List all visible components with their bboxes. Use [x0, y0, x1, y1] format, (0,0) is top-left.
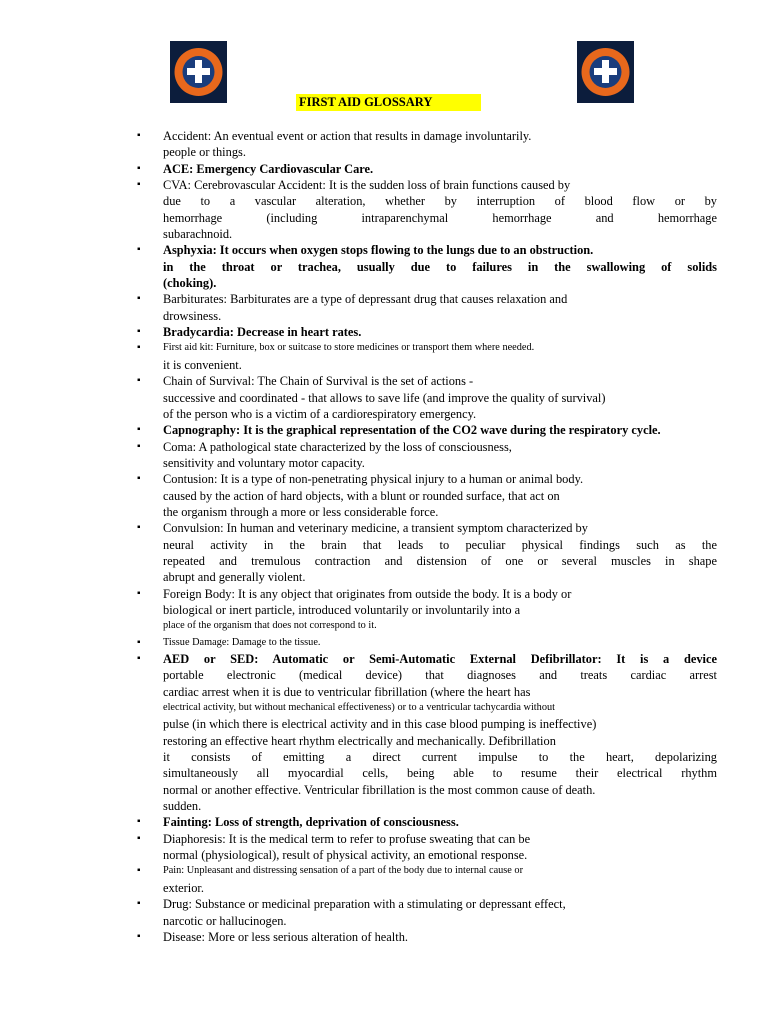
glossary-term-line: Coma: A pathological state characterized by the loss of consciousness, [163, 439, 512, 454]
glossary-definition-line: successive and coordinated - that allows to save life (and improve the quality of survival) [163, 390, 606, 405]
glossary-term-line: Contusion: It is a type of non-penetrating physical injury to a human or animal body. [163, 472, 584, 487]
glossary-term-line: Bradycardia: Decrease in heart rates. [163, 325, 362, 340]
glossary-definition-line: biological or inert particle, introduced voluntarily or involuntarily into a [163, 602, 521, 617]
bullet-icon: ▪ [137, 440, 141, 452]
bullet-icon: ▪ [137, 179, 141, 191]
bullet-icon: ▪ [137, 424, 141, 436]
glossary-definition-line: electrical activity, but without mechanical effectiveness) or to a ventricular tachycardia without [163, 702, 555, 714]
glossary-definition-line: exterior. [163, 880, 204, 895]
glossary-term-line: Diaphoresis: It is the medical term to refer to profuse sweating that can be [163, 831, 531, 846]
glossary-term-line: Convulsion: In human and veterinary medicine, a transient symptom characterized by [163, 521, 588, 536]
glossary-definition-line: neural activity in the brain that leads to peculiar physical findings such as the [163, 537, 717, 552]
glossary-definition-line: simultaneously all myocardial cells, being able to resume their electrical rhythm [163, 766, 717, 781]
glossary-definition-line: in the throat or trachea, usually due to failures in the swallowing of solids [163, 259, 717, 274]
glossary-term-line: AED or SED: Automatic or Semi-Automatic External Defibrillator: It is a device [163, 652, 717, 666]
glossary-definition-line: it consists of emitting a direct current impulse to the heart, depolarizing [163, 750, 717, 765]
glossary-entry [137, 177, 717, 242]
bullet-icon: ▪ [137, 865, 141, 877]
glossary-entry [137, 373, 717, 422]
page-title: FIRST AID GLOSSARY [296, 94, 481, 111]
glossary-term-line: ACE: Emergency Cardiovascular Care. [163, 161, 374, 176]
glossary-entry [137, 586, 717, 635]
glossary-entry [137, 291, 717, 324]
glossary-entry [137, 814, 717, 830]
glossary-definition-line: the organism through a more or less considerable force. [163, 504, 439, 519]
glossary-definition-line: cardiac arrest when it is due to ventricular fibrillation (where the heart has [163, 684, 531, 699]
glossary-entry [137, 422, 717, 438]
glossary-definition-line: place of the organism that does not correspond to it. [163, 620, 377, 632]
glossary-entry [137, 929, 717, 945]
glossary-term-line: Pain: Unpleasant and distressing sensation of a part of the body due to internal cause or [163, 865, 524, 877]
emblem-icon [577, 41, 634, 103]
glossary-definition-line: sudden. [163, 799, 202, 814]
glossary-entry [137, 896, 717, 929]
glossary-definition-line: normal (physiological), result of physical activity, an emotional response. [163, 848, 528, 863]
glossary-definition-line: subarachnoid. [163, 227, 233, 242]
glossary-entry [137, 439, 717, 472]
glossary-term-line: Fainting: Loss of strength, deprivation of consciousness. [163, 815, 459, 830]
bullet-icon: ▪ [137, 930, 141, 942]
logo-left [170, 41, 227, 103]
glossary-definition-line: narcotic or hallucinogen. [163, 913, 287, 928]
bullet-icon: ▪ [137, 244, 141, 256]
glossary-definition-line: caused by the action of hard objects, with a blunt or rounded surface, that act on [163, 488, 560, 503]
bullet-icon: ▪ [137, 898, 141, 910]
glossary-definition-line: abrupt and generally violent. [163, 570, 306, 585]
glossary-term-line: Asphyxia: It occurs when oxygen stops flowing to the lungs due to an obstruction. [163, 243, 594, 258]
glossary-entry [137, 340, 717, 373]
glossary-entry [137, 520, 717, 585]
glossary-definition-line: due to a vascular alteration, whether by interruption of blood flow or by [163, 194, 717, 209]
glossary-definition-line: sensitivity and voluntary motor capacity. [163, 455, 365, 470]
glossary-term-line: Tissue Damage: Damage to the tissue. [163, 636, 321, 648]
glossary-definition-line: hemorrhage (including intraparenchymal hemorrhage and hemorrhage [163, 210, 717, 225]
glossary-definition-line: portable electronic (medical device) that diagnoses and treats cardiac arrest [163, 668, 717, 683]
glossary-term-line: First aid kit: Furniture, box or suitcase to store medicines or transport them where needed. [163, 342, 535, 354]
bullet-icon: ▪ [137, 832, 141, 844]
glossary-entry [137, 863, 717, 896]
glossary-definition-line: normal or another effective. Ventricular fibrillation is the most common cause of death. [163, 782, 596, 797]
glossary-entry [137, 651, 717, 814]
bullet-icon: ▪ [137, 342, 141, 354]
bullet-icon: ▪ [137, 293, 141, 305]
glossary-definition-line: repeated and tremulous contraction and distension of one or several muscles in shape [163, 553, 717, 568]
glossary-term-line: Capnography: It is the graphical representation of the CO2 wave during the respiratory cycle. [163, 423, 661, 438]
glossary-entry [137, 635, 717, 651]
glossary-definition-line: (choking). [163, 276, 217, 291]
glossary-entry [137, 324, 717, 340]
bullet-icon: ▪ [137, 130, 141, 141]
glossary-entry [137, 128, 717, 161]
bullet-icon: ▪ [137, 522, 141, 534]
logo-right [577, 41, 634, 103]
glossary-term-line: Foreign Body: It is any object that originates from outside the body. It is a body or [163, 586, 572, 601]
glossary-entry [137, 831, 717, 864]
glossary-definition-line: it is convenient. [163, 357, 242, 372]
glossary-term-line: CVA: Cerebrovascular Accident: It is the sudden loss of brain functions caused by [163, 178, 571, 193]
glossary-definition-line: pulse (in which there is electrical activity and in this case blood pumping is ineffective) [163, 717, 597, 732]
glossary-term-line: Accident: An eventual event or action that results in damage involuntarily. [163, 129, 532, 143]
glossary-entry [137, 161, 717, 177]
bullet-icon: ▪ [137, 162, 141, 174]
glossary-definition-line: drowsiness. [163, 308, 222, 323]
glossary-entry [137, 471, 717, 520]
bullet-icon: ▪ [137, 587, 141, 599]
glossary-term-line: Drug: Substance or medicinal preparation with a stimulating or depressant effect, [163, 897, 566, 912]
glossary-term-line: Chain of Survival: The Chain of Survival is the set of actions - [163, 374, 474, 389]
glossary-definition-line: restoring an effective heart rhythm electrically and mechanically. Defibrillation [163, 733, 556, 748]
glossary-list [137, 128, 717, 945]
bullet-icon: ▪ [137, 326, 141, 338]
bullet-icon: ▪ [137, 636, 141, 648]
glossary-definition-line: people or things. [163, 145, 246, 160]
glossary-definition-line: of the person who is a victim of a cardiorespiratory emergency. [163, 406, 477, 421]
bullet-icon: ▪ [137, 375, 141, 387]
glossary-term-line: Barbiturates: Barbiturates are a type of depressant drug that causes relaxation and [163, 292, 568, 307]
emblem-icon [170, 41, 227, 103]
bullet-icon: ▪ [137, 816, 141, 828]
bullet-icon: ▪ [137, 473, 141, 485]
bullet-icon: ▪ [137, 653, 141, 664]
glossary-term-line: Disease: More or less serious alteration of health. [163, 929, 408, 944]
glossary-entry [137, 242, 717, 291]
